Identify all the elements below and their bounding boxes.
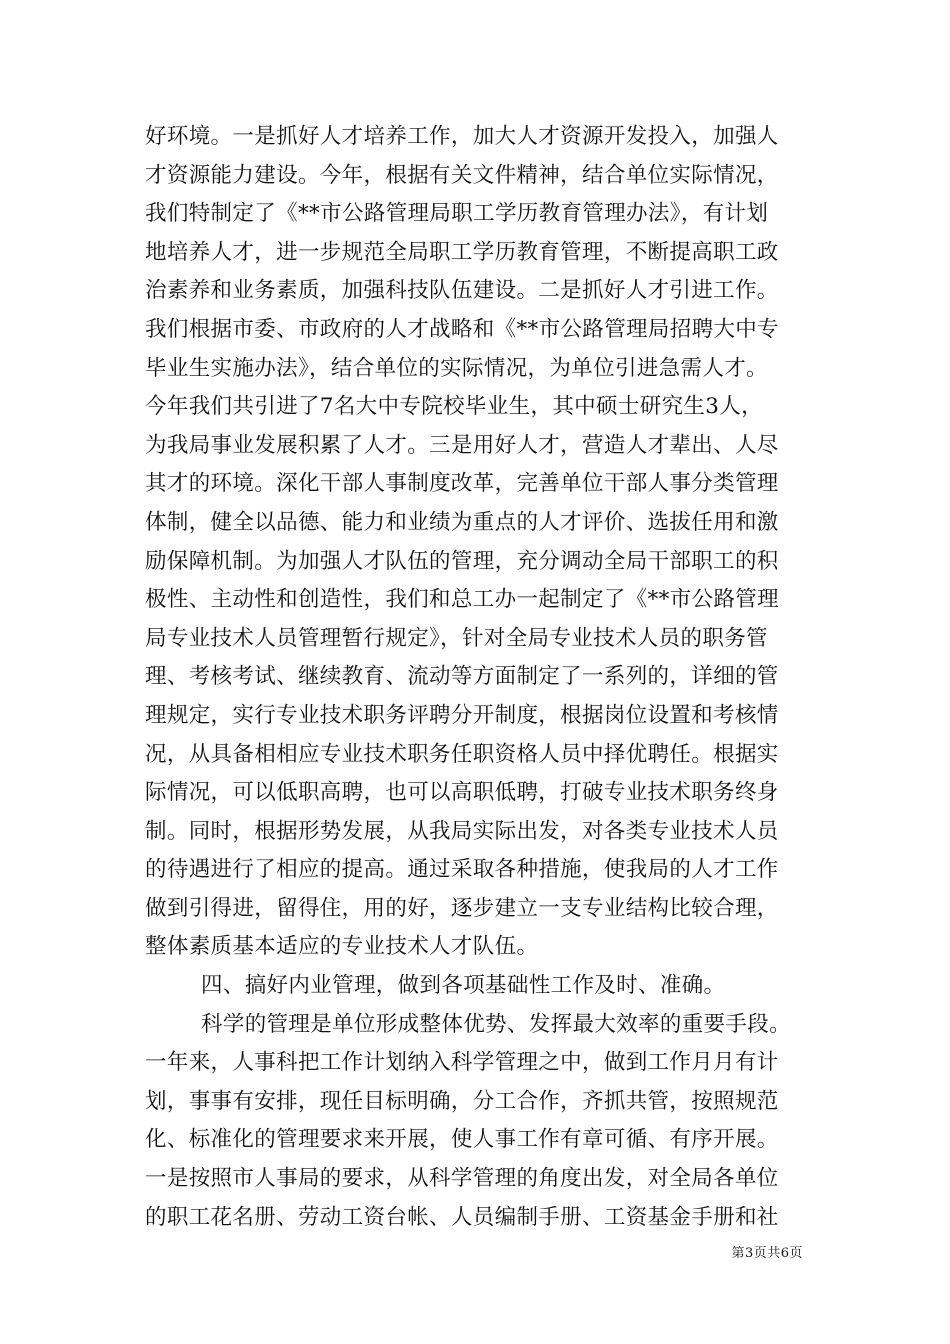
text-line: 为我局事业发展积累了人才。三是用好人才，营造人才辈出、人尽 [145,432,779,458]
text-line: 励保障机制。为加强人才队伍的管理，充分调动全局干部职工的积 [145,548,779,574]
section-heading: 四、搞好内业管理，做到各项基础性工作及时、准确。 [201,973,726,999]
text-line: 局专业技术人员管理暂行规定》，针对全局专业技术人员的职务管 [145,625,768,651]
text-line: 治素养和业务素质，加强科技队伍建设。二是抓好人才引进工作。 [145,278,779,304]
text-line: 一是按照市人事局的要求，从科学管理的角度出发，对全局各单位 [145,1166,779,1192]
text-line: 的职工花名册、劳动工资台帐、人员编制手册、工资基金手册和社 [145,1204,779,1230]
text-line: 做到引得进，留得住，用的好，逐步建立一支专业结构比较合理， [145,895,779,921]
page-number: 第3页共6页 [731,1246,803,1261]
paragraph-start: 科学的管理是单位形成整体优势、发挥最大效率的重要手段。 [201,1011,791,1037]
text-line: 整体素质基本适应的专业技术人才队伍。 [145,934,539,960]
text-line: 理、考核考试、继续教育、流动等方面制定了一系列的，详细的管 [145,664,779,690]
text-line: 今年我们共引进了7名大中专院校毕业生，其中硕士研究生3人， [145,394,764,420]
text-line: 理规定，实行专业技术职务评聘分开制度，根据岗位设置和考核情 [145,702,779,728]
text-line: 我们特制定了《**市公路管理局职工学历教育管理办法》，有计划 [145,201,769,227]
text-line: 制。同时，根据形势发展，从我局实际出发，对各类专业技术人员 [145,818,779,844]
text-line: 极性、主动性和创造性，我们和总工办一起制定了《**市公路管理 [145,587,780,613]
text-line: 好环境。一是抓好人才培养工作，加大人才资源开发投入，加强人 [145,124,779,149]
text-line: 的待遇进行了相应的提高。通过采取各种措施，使我局的人才工作 [145,857,779,883]
text-line: 地培养人才，进一步规范全局职工学历教育管理，不断提高职工政 [145,239,779,265]
text-line: 际情况，可以低职高聘，也可以高职低聘，打破专业技术职务终身 [145,780,779,806]
text-line: 体制，健全以品德、能力和业绩为重点的人才评价、选拔任用和激 [145,509,779,535]
text-line: 我们根据市委、市政府的人才战略和《**市公路管理局招聘大中专 [145,316,780,342]
text-line: 化、标准化的管理要求来开展，使人事工作有章可循、有序开展。 [145,1127,779,1153]
text-line: 况，从具备相相应专业技术职务任职资格人员中择优聘任。根据实 [145,741,779,767]
text-line: 划，事事有安排，现任目标明确，分工合作，齐抓共管，按照规范 [145,1088,779,1114]
text-line: 一年来，人事科把工作计划纳入科学管理之中，做到工作月月有计 [145,1050,779,1076]
body-text [145,118,805,1237]
text-line: 才资源能力建设。今年，根据有关文件精神，结合单位实际情况， [145,162,779,188]
text-line: 毕业生实施办法》，结合单位的实际情况，为单位引进急需人才。 [145,355,768,381]
text-line: 其才的环境。深化干部人事制度改革，完善单位干部人事分类管理 [145,471,779,497]
